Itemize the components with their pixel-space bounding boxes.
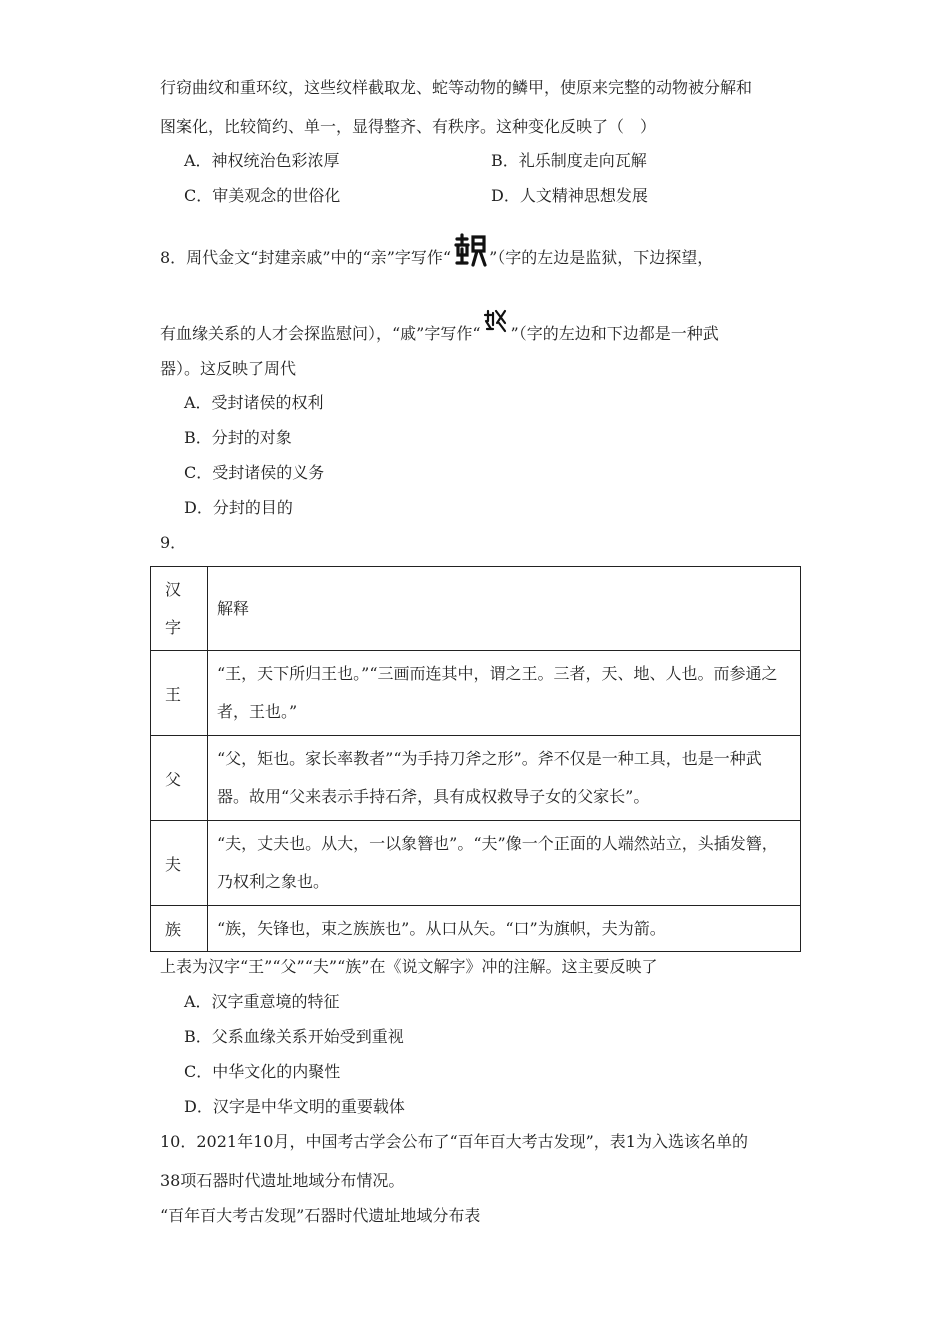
- q9-number: 9．: [160, 533, 187, 552]
- q8-stem-part4: ”（字的左边和下边都是一种武: [510, 324, 719, 343]
- q8-stem-line3: 器）。这反映了周代: [160, 359, 297, 378]
- header-col-char: 汉字: [151, 567, 208, 651]
- q7-option-d[interactable]: D．人文精神思想发展: [491, 186, 648, 205]
- q7-option-c[interactable]: C．审美观念的世俗化: [184, 186, 341, 205]
- row-char: 族: [151, 906, 208, 952]
- q9-option-a[interactable]: A．汉字重意境的特征: [184, 992, 340, 1011]
- q9-table: [150, 566, 801, 952]
- table-row: [151, 906, 801, 952]
- q8-stem-part1: 8．周代金文“封建亲戚”中的“亲”字写作“: [160, 248, 452, 267]
- q8-option-d[interactable]: D．分封的目的: [184, 498, 293, 517]
- row-text: “父，矩也。家长率教者”“为手持刀斧之形”。斧不仅是一种工具，也是一种武器。故用“父来表示手持石斧，具有成权救导子女的父家长”。: [208, 736, 801, 821]
- q7-option-a[interactable]: A．神权统治色彩浓厚: [184, 151, 340, 170]
- bronze-script-qi-glyph: [483, 309, 509, 339]
- table-row: [151, 821, 801, 906]
- q7-stem-line2: 图案化，比较简约、单一，显得整齐、有秩序。这种变化反映了（ ）: [160, 117, 657, 136]
- header-col-explanation: 解释: [208, 567, 801, 651]
- table-header-row: [151, 567, 801, 651]
- row-char: 夫: [151, 821, 208, 906]
- q8-stem-line1: [160, 233, 713, 275]
- row-text: “族，矢锋也，束之族族也”。从口从矢。“口”为旗帜，夫为箭。: [208, 906, 801, 952]
- q8-option-a[interactable]: A．受封诸侯的权利: [184, 393, 324, 412]
- q8-stem-line2: [160, 309, 719, 345]
- table-row: [151, 651, 801, 736]
- row-char: 王: [151, 651, 208, 736]
- q10-table-caption: “百年百大考古发现”石器时代遗址地域分布表: [160, 1206, 481, 1225]
- row-text: “夫，丈夫也。从大，一以象簪也”。“夫”像一个正面的人端然站立，头插发簪，乃权利之象也。: [208, 821, 801, 906]
- q8-stem-part3: 有血缘关系的人才会探监慰问），“戚”字写作“: [160, 324, 481, 343]
- row-char: 父: [151, 736, 208, 821]
- row-text: “王，天下所归王也。”“三画而连其中，谓之王。三者，天、地、人也。而参通之者，王也。”: [208, 651, 801, 736]
- q8-option-b[interactable]: B．分封的对象: [184, 428, 292, 447]
- bronze-script-qin-glyph: [453, 233, 487, 275]
- q9-option-d[interactable]: D．汉字是中华文明的重要载体: [184, 1097, 405, 1116]
- q8-option-c[interactable]: C．受封诸侯的义务: [184, 463, 325, 482]
- q10-stem-line1: 10．2021年10月，中国考古学会公布了“百年百大考古发现”，表1为入选该名单的: [160, 1132, 748, 1151]
- q7-option-b[interactable]: B．礼乐制度走向瓦解: [491, 151, 647, 170]
- q7-stem-line1: 行窃曲纹和重环纹，这些纹样截取龙、蛇等动物的鳞甲，使原来完整的动物被分解和: [160, 78, 753, 97]
- q9-stem: 上表为汉字“王”“父”“夫”“族”在《说文解字》冲的注解。这主要反映了: [160, 957, 658, 976]
- q8-stem-part2: ”（字的左边是监狱，下边探望，: [489, 248, 714, 267]
- q9-option-b[interactable]: B．父系血缘关系开始受到重视: [184, 1027, 404, 1046]
- table-row: [151, 736, 801, 821]
- q10-stem-line2: 38项石器时代遗址地域分布情况。: [160, 1171, 405, 1190]
- q9-option-c[interactable]: C．中华文化的内聚性: [184, 1062, 341, 1081]
